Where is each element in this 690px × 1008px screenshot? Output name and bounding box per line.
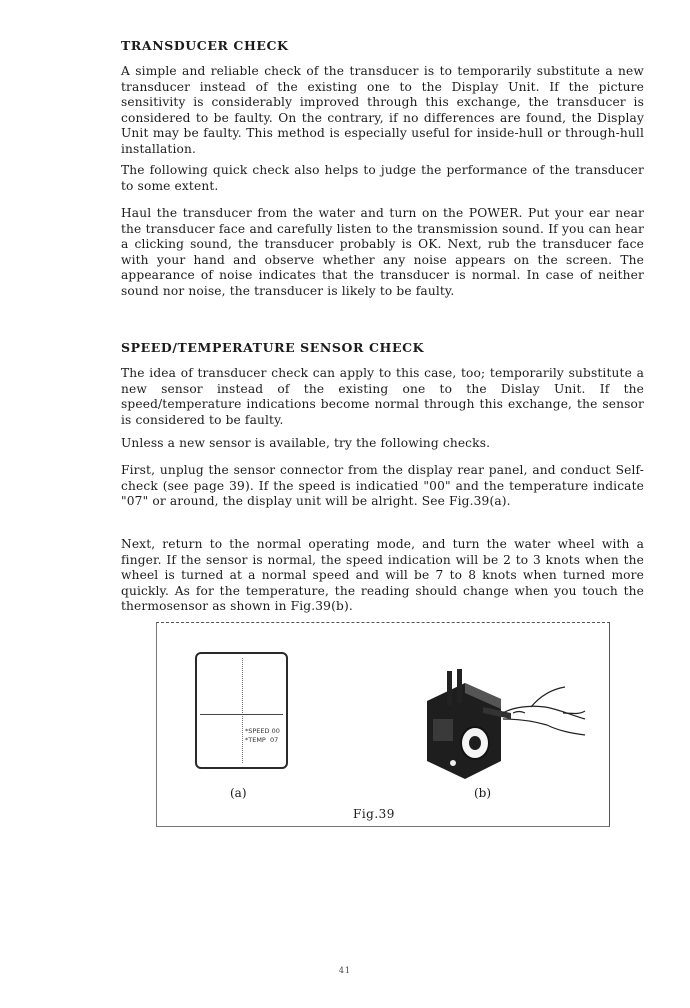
speed-paragraph-2: Unless a new sensor is available, try the following checks. (121, 436, 491, 450)
figure-39 (156, 622, 610, 827)
transducer-paragraph-2: The following quick check also helps to judge the performance of the transducer to some extent. (121, 163, 644, 193)
page-number: 41 (338, 966, 352, 975)
hand-icon (503, 687, 585, 735)
speed-temperature-heading: SPEED/TEMPERATURE SENSOR CHECK (121, 340, 425, 355)
transducer-paragraph-3: Haul the transducer from the water and turn on the POWER. Put your ear near the transducer face and carefully listen to the transmission sound. If you can hear a clicking sound, the transducer probably is OK. Next, rub the transducer face with your hand and observe whether any noise appears on the screen. The appearance of noise indicates that the transducer is normal. In case of neither sound nor noise, the transducer is likely to be faulty. (121, 206, 644, 298)
speed-paragraph-1: The idea of transducer check can apply to this case, too; temporarily substitute a new sensor instead of the existing one to the Dislay Unit. If the speed/temperature indications become normal through this exchange, the sensor is considered to be faulty. (121, 366, 644, 427)
figure-label-b: (b) (474, 786, 492, 800)
figure-label-a: (a) (230, 786, 247, 800)
sensor-body-icon (427, 669, 511, 779)
transducer-paragraph-1: A simple and reliable check of the transducer is to temporarily substitute a new transducer instead of the existing one to the Display Unit. If the picture sensitivity is considerably improved through this exchange, the transducer is considered to be faulty. On the contrary, if no differences are found, the Display Unit may be faulty. This method is especially useful for inside-hull or through-hull installation. (121, 64, 644, 156)
display-screen-illustration (195, 652, 288, 769)
speed-paragraph-4: Next, return to the normal operating mode, and turn the water wheel with a finger. If the sensor is normal, the speed indication will be 2 to 3 knots when the wheel is turned at a normal speed and will be 7 to 8 knots when turned more quickly. As for the temperature, the reading should change when you touch the thermosensor as shown in Fig.39(b). (121, 537, 644, 614)
screen-divider-line (200, 714, 283, 715)
figure-caption: Fig.39 (353, 807, 395, 821)
screen-center-line (242, 658, 243, 763)
self-check-readout: *SPEED 00 *TEMP 07 (245, 727, 280, 744)
speed-paragraph-3: First, unplug the sensor connector from the display rear panel, and conduct Self-check (see page 39). If the speed is indicatied "00" and the temperature indicate "07" or around, the display unit will be alright. See Fig.39(a). (121, 463, 644, 509)
transducer-check-heading: TRANSDUCER CHECK (121, 38, 289, 53)
speed-sensor-hand-illustration (413, 661, 588, 781)
